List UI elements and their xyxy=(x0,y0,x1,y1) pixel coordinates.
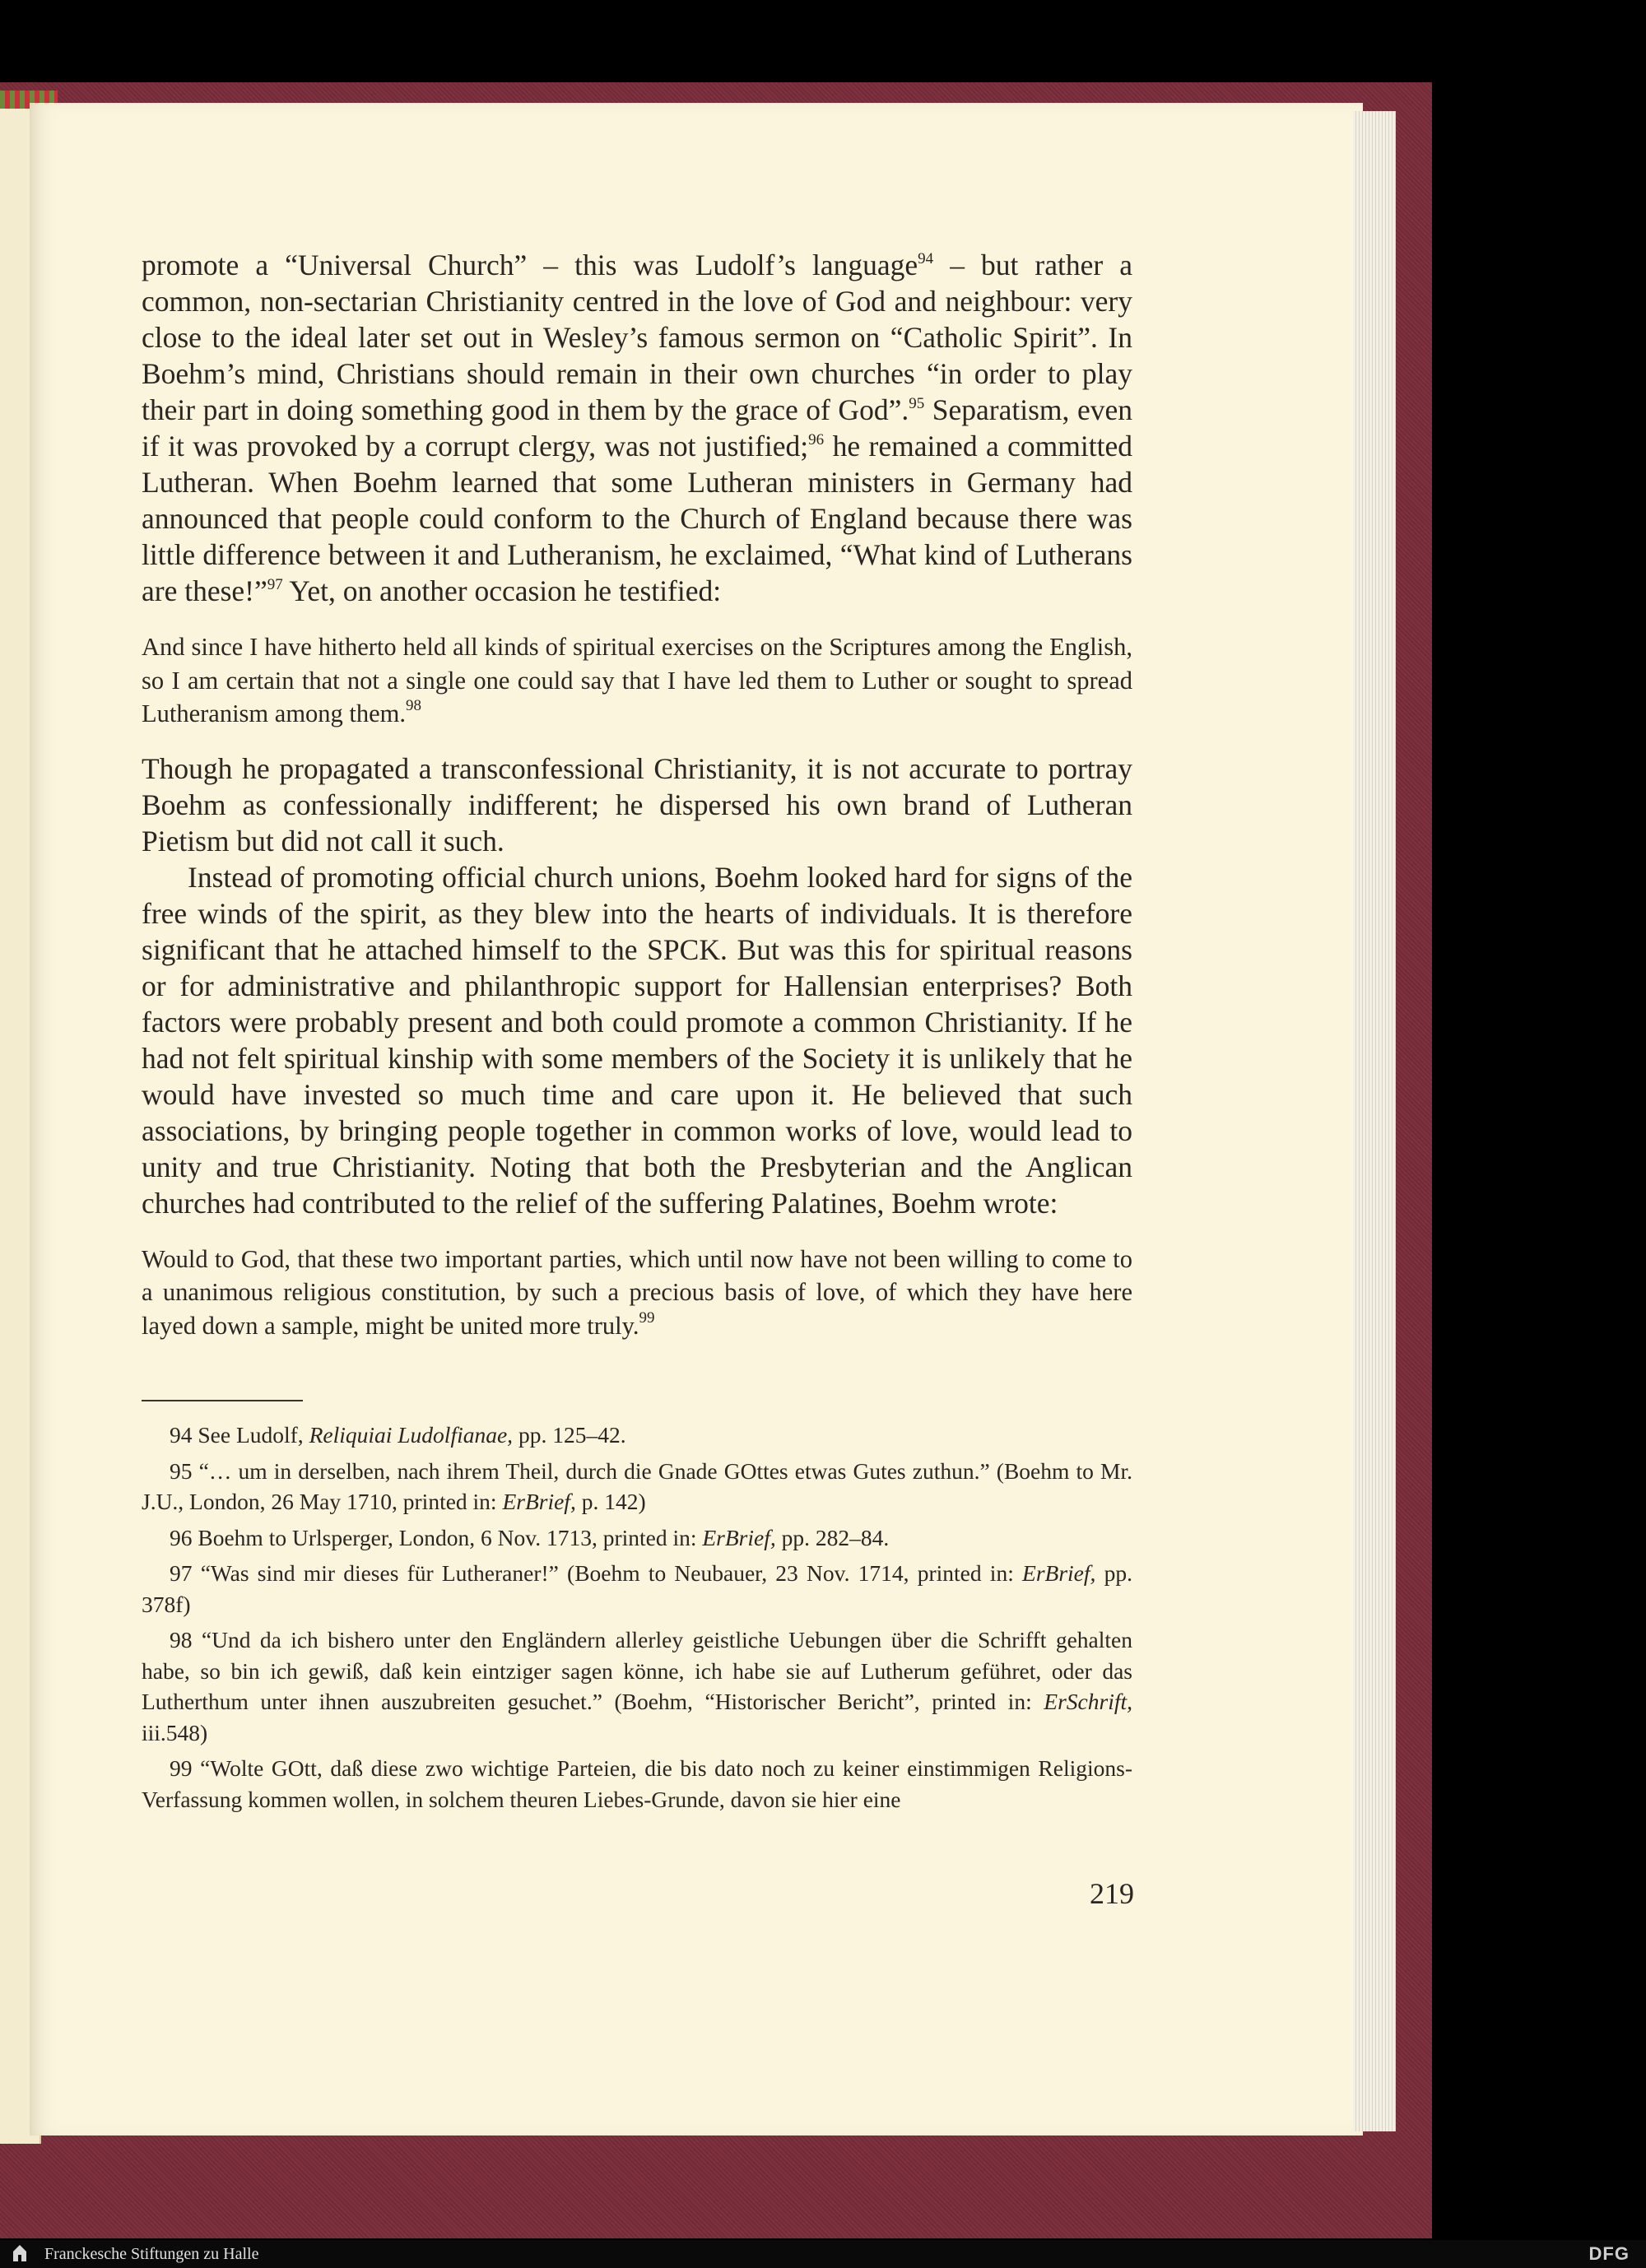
viewer-footer-bar xyxy=(0,2240,1646,2268)
footer-institution-link[interactable]: Franckesche Stiftungen zu Halle xyxy=(44,2245,259,2263)
footnote-ref-94[interactable]: 94 xyxy=(918,250,934,267)
body-paragraph-3: Instead of promoting official church unions, Boehm looked hard for signs of the free winds of the spirit, as they blew into the hearts of individuals. It is therefore significant that he attached himself to the SPCK. But was this for spiritual reasons or for administrative and philanthropic support for Hallensian enterprises? Both factors were probably present and both could promote a common Christianity. If he had not felt spiritual kinship with some members of the Society it is unlikely that he would have invested so much time and care upon it. He believed that such associations, by bringing people together in common works of love, would lead to unity and true Christianity. Noting that both the Presbyterian and the Anglican churches had contributed to the relief of the suffering Palatines, Boehm wrote: xyxy=(142,860,1132,1220)
footnote-98: 98 “Und da ich bishero unter den Engländern allerley geistliche Uebungen über die Schrifft gehalten habe, so bin ich gewiß, daß kein eintziger sagen könne, ich habe sie auf Lutherum geführet, oder das Lutherthum unter ihnen auszubreiten gesuchet.” (Boehm, “Historischer Bericht”, printed in: ErSchrift, iii.548) xyxy=(142,1627,1132,1745)
footnote-97: 97 “Was sind mir dieses für Lutheraner!” (Boehm to Neubauer, 23 Nov. 1714, printed in: ErBrief, pp. 378f) xyxy=(142,1560,1132,1617)
institution-logo-icon xyxy=(12,2243,28,2265)
footnote-94: 94 See Ludolf, Reliquiai Ludolfianae, pp. 125–42. xyxy=(170,1422,626,1448)
block-quote-2: Would to God, that these two important parties, which until now have not been willing to come to a unanimous religious constitution, by such a precious basis of love, of which they have here layed down a sample, might be united more truly.$^{99}$ xyxy=(142,1244,1132,1340)
body-paragraph-2: Though he propagated a transconfessional Christianity, it is not accurate to portray Boehm as confessionally indifferent; he dispersed his own brand of Lutheran Pietism but did not call it such. xyxy=(142,751,1132,857)
footnote-ref-96[interactable]: 96 xyxy=(808,431,825,448)
page-number: 219 xyxy=(1090,1877,1134,1910)
footnote-ref-97[interactable]: 97 xyxy=(267,576,283,593)
body-paragraph-1: promote a “Universal Church” – this was Ludolf’s language$^{94}$ – but rather a common, non-sectarian Christianity centred in the love of God and neighbour: very close to the ideal later set out in Wesley’s famous sermon on “Catholic Spirit”. In Boehm’s mind, Christians should remain in their own churches “in order to play their part in doing something good in them by the grace of God”.$^{95}$ Separatism, even if it was provoked by a corrupt clergy, was not justified;$^{96}$ he remained a committed Lutheran. When Boehm learned that some Lutheran ministers in Germany had announced that people could conform to the Church of England because there was little difference between it and Lutheranism, he exclaimed, “What kind of Lutherans are these!”$^{97}$ Yet, on another occasion he testified: xyxy=(142,249,1133,607)
footnote-ref-98[interactable]: 98 xyxy=(406,697,422,714)
footnote-99: 99 “Wolte GOtt, daß diese zwo wichtige Parteien, die bis dato noch zu keiner einstimmigen Religions-Verfassung kommen wollen, in solchem theuren Liebes-Grunde, davon sie hier eine xyxy=(142,1755,1132,1812)
block-quote-1: And since I have hitherto held all kinds of spiritual exercises on the Scriptures among the English, so I am certain that not a single one could say that I have led them to Luther or sought to spread Lutheranism among them.$^{98}$ xyxy=(142,633,1132,727)
footnote-ref-99[interactable]: 99 xyxy=(639,1308,655,1327)
footnote-95: 95 “… um in derselben, nach ihrem Theil, durch die Gnade GOttes etwas Gutes zuthun.” (Boehm to Mr. J.U., London, 26 May 1710, printed in: ErBrief, p. 142) xyxy=(142,1457,1132,1514)
footnote-separator xyxy=(142,1400,303,1401)
footnote-96: 96 Boehm to Urlsperger, London, 6 Nov. 1713, printed in: ErBrief, pp. 282–84. xyxy=(170,1524,890,1550)
main-text-block xyxy=(142,247,1132,1815)
dfg-logo: DFG xyxy=(1588,2243,1630,2264)
footnote-ref-95[interactable]: 95 xyxy=(909,395,925,412)
page-fore-edge xyxy=(1353,111,1396,2131)
footnotes xyxy=(142,1420,1132,1815)
